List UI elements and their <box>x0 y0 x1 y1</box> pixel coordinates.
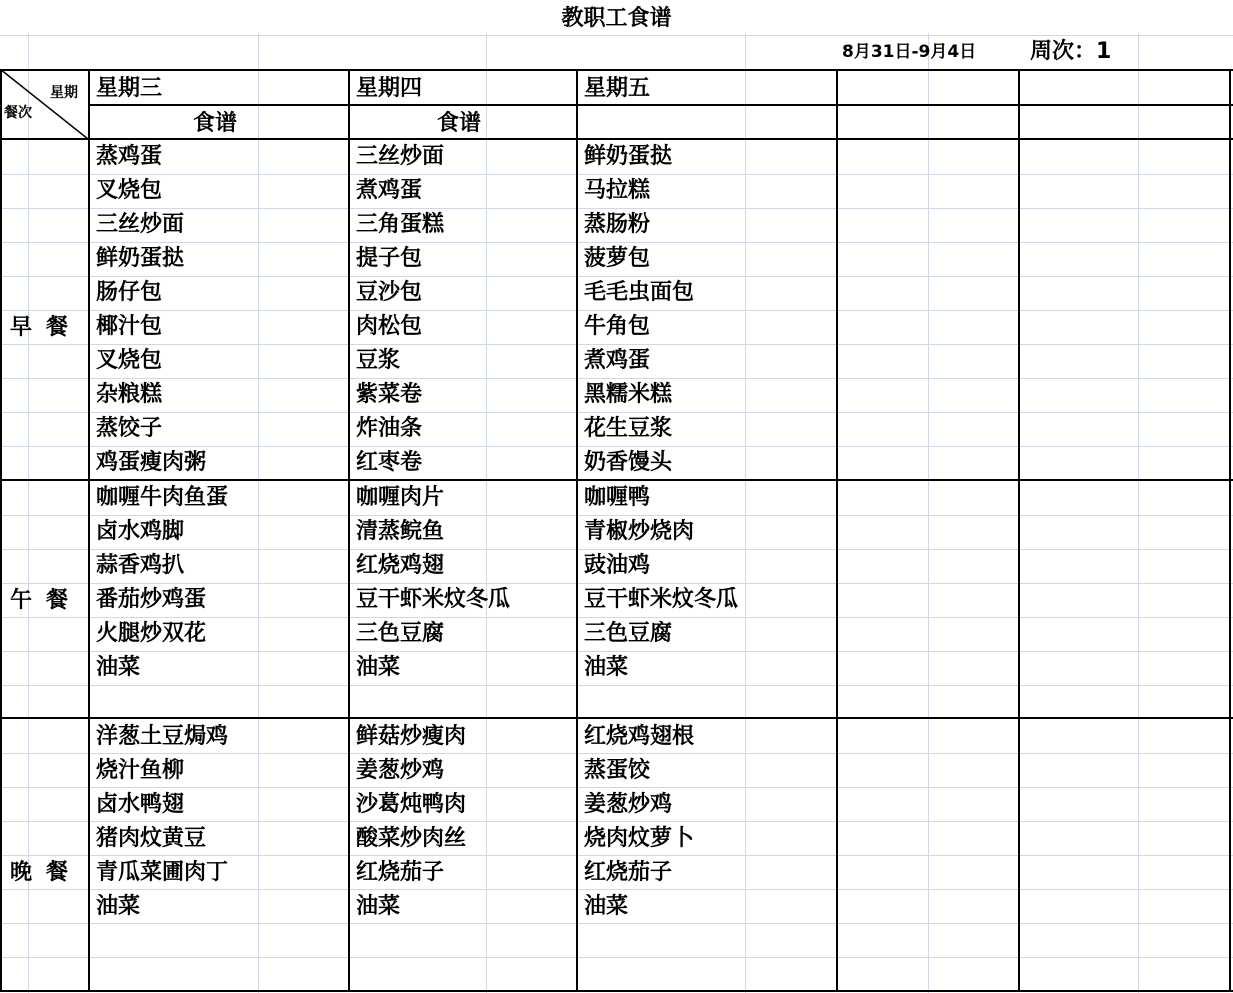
menu-item-dinner-wed: 洋葱土豆焗鸡 <box>96 724 229 749</box>
menu-item-breakfast-wed: 叉烧包 <box>96 178 163 203</box>
menu-item-lunch-thu: 豆干虾米炆冬瓜 <box>356 587 511 612</box>
menu-item-lunch-wed: 火腿炒双花 <box>96 621 207 646</box>
menu-item-lunch-wed: 油菜 <box>96 655 141 680</box>
menu-item-lunch-thu: 三色豆腐 <box>356 621 445 646</box>
day-header-wednesday: 星期三 <box>96 76 163 101</box>
menu-item-breakfast-fri: 菠萝包 <box>584 246 651 271</box>
menu-item-breakfast-thu: 豆浆 <box>356 348 401 373</box>
menu-item-dinner-thu: 鲜菇炒瘦肉 <box>356 724 467 749</box>
menu-item-dinner-fri: 烧肉炆萝卜 <box>584 826 695 851</box>
menu-item-breakfast-wed: 蒸鸡蛋 <box>96 144 163 169</box>
menu-item-breakfast-thu: 三丝炒面 <box>356 144 445 169</box>
menu-item-dinner-thu: 沙葛炖鸭肉 <box>356 792 467 817</box>
menu-item-breakfast-fri: 牛角包 <box>584 314 651 339</box>
menu-item-lunch-fri: 三色豆腐 <box>584 621 673 646</box>
menu-item-dinner-thu: 姜葱炒鸡 <box>356 758 445 783</box>
menu-item-dinner-wed: 青瓜菜圃肉丁 <box>96 860 229 885</box>
menu-item-dinner-fri: 蒸蛋饺 <box>584 758 651 783</box>
meal-label-breakfast: 早餐 <box>10 315 83 340</box>
menu-item-breakfast-fri: 鲜奶蛋挞 <box>584 144 673 169</box>
meal-label-lunch: 午餐 <box>10 588 83 613</box>
menu-item-lunch-wed: 咖喱牛肉鱼蛋 <box>96 485 229 510</box>
menu-item-breakfast-fri: 花生豆浆 <box>584 416 673 441</box>
menu-item-lunch-wed: 番茄炒鸡蛋 <box>96 587 207 612</box>
menu-item-breakfast-wed: 肠仔包 <box>96 280 163 305</box>
corner-diagonal-line <box>0 69 90 139</box>
menu-item-dinner-wed: 烧汁鱼柳 <box>96 758 185 783</box>
menu-item-breakfast-fri: 奶香馒头 <box>584 450 673 475</box>
menu-item-lunch-fri: 咖喱鸭 <box>584 485 651 510</box>
menu-item-dinner-thu: 油菜 <box>356 894 401 919</box>
menu-item-lunch-thu: 红烧鸡翅 <box>356 553 445 578</box>
menu-item-dinner-fri: 红烧茄子 <box>584 860 673 885</box>
menu-item-breakfast-thu: 紫菜卷 <box>356 382 423 407</box>
day-header-friday: 星期五 <box>584 76 651 101</box>
menu-item-dinner-thu: 酸菜炒肉丝 <box>356 826 467 851</box>
menu-item-breakfast-wed: 蒸饺子 <box>96 416 163 441</box>
menu-item-lunch-thu: 油菜 <box>356 655 401 680</box>
week-number: 周次：1 <box>1030 39 1112 64</box>
menu-item-lunch-thu: 咖喱肉片 <box>356 485 445 510</box>
menu-item-breakfast-wed: 鸡蛋瘦肉粥 <box>96 450 207 475</box>
recipe-label-wednesday: 食谱 <box>193 111 238 136</box>
recipe-label-thursday: 食谱 <box>437 111 482 136</box>
menu-item-dinner-wed: 油菜 <box>96 894 141 919</box>
menu-item-breakfast-wed: 鲜奶蛋挞 <box>96 246 185 271</box>
menu-item-breakfast-thu: 炸油条 <box>356 416 423 441</box>
menu-item-breakfast-fri: 毛毛虫面包 <box>584 280 695 305</box>
menu-item-breakfast-fri: 黑糯米糕 <box>584 382 673 407</box>
menu-item-breakfast-thu: 红枣卷 <box>356 450 423 475</box>
date-range: 8月31日-9月4日 <box>842 42 977 62</box>
day-header-thursday: 星期四 <box>356 76 423 101</box>
menu-item-dinner-wed: 卤水鸭翅 <box>96 792 185 817</box>
menu-item-lunch-wed: 蒜香鸡扒 <box>96 553 185 578</box>
menu-item-lunch-wed: 卤水鸡脚 <box>96 519 185 544</box>
menu-item-dinner-fri: 红烧鸡翅根 <box>584 724 695 749</box>
corner-weekday-label: 星期 <box>50 85 78 101</box>
menu-item-breakfast-fri: 蒸肠粉 <box>584 212 651 237</box>
menu-item-breakfast-wed: 椰汁包 <box>96 314 163 339</box>
menu-item-lunch-fri: 青椒炒烧肉 <box>584 519 695 544</box>
corner-meal-label: 餐次 <box>4 105 32 121</box>
meal-label-dinner: 晚餐 <box>10 860 83 885</box>
menu-item-breakfast-thu: 三角蛋糕 <box>356 212 445 237</box>
menu-item-dinner-fri: 姜葱炒鸡 <box>584 792 673 817</box>
menu-item-breakfast-thu: 肉松包 <box>356 314 423 339</box>
menu-item-breakfast-wed: 杂粮糕 <box>96 382 163 407</box>
page-title: 教职工食谱 <box>561 6 672 31</box>
menu-item-breakfast-wed: 叉烧包 <box>96 348 163 373</box>
menu-item-breakfast-thu: 提子包 <box>356 246 423 271</box>
menu-item-breakfast-fri: 煮鸡蛋 <box>584 348 651 373</box>
menu-item-lunch-fri: 豆干虾米炆冬瓜 <box>584 587 739 612</box>
menu-item-breakfast-thu: 豆沙包 <box>356 280 423 305</box>
menu-item-breakfast-thu: 煮鸡蛋 <box>356 178 423 203</box>
menu-item-breakfast-fri: 马拉糕 <box>584 178 651 203</box>
menu-item-lunch-fri: 豉油鸡 <box>584 553 651 578</box>
menu-item-lunch-fri: 油菜 <box>584 655 629 680</box>
menu-item-breakfast-wed: 三丝炒面 <box>96 212 185 237</box>
menu-item-dinner-thu: 红烧茄子 <box>356 860 445 885</box>
menu-item-lunch-thu: 清蒸鲩鱼 <box>356 519 445 544</box>
menu-item-dinner-fri: 油菜 <box>584 894 629 919</box>
menu-item-dinner-wed: 猪肉炆黄豆 <box>96 826 207 851</box>
